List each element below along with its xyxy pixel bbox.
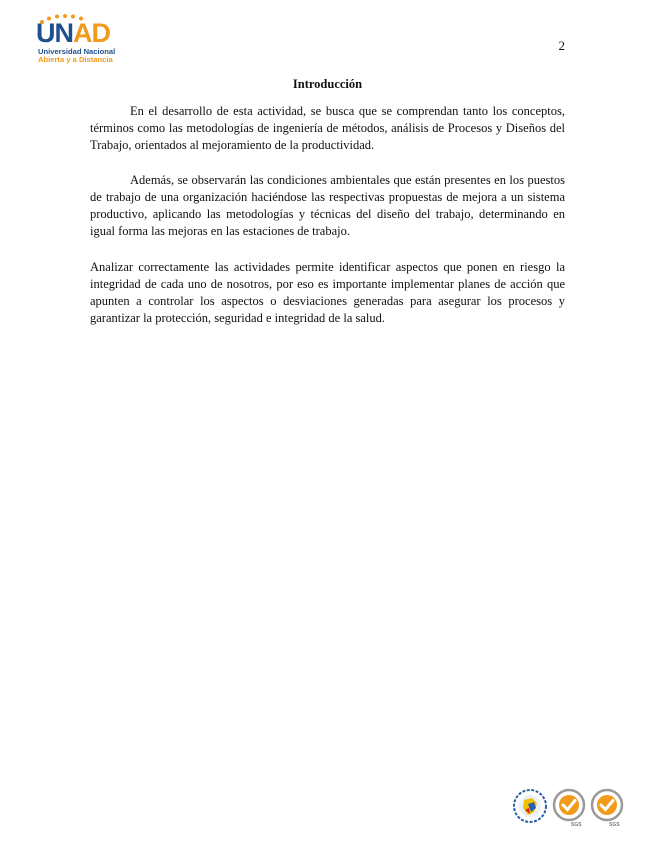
logo-line-1: Universidad Nacional (38, 47, 116, 56)
page-number: 2 (558, 38, 565, 53)
logo-letters-ad: AD (73, 18, 110, 48)
paragraph-3: Analizar correctamente las actividades permite identificar aspectos que ponen en riesgo la integridad de cada uno de nosotros, por eso es importante implementar planes de acción que apunten a controlar los aspectos o desviaciones generadas para asegurar los procesos y garantizar la protección, seguridad e integridad de la salud. (90, 260, 565, 325)
sgs-label-1: SGS (571, 822, 582, 828)
logo-wordmark (36, 20, 110, 48)
logo-letter-u: U (36, 18, 55, 48)
paragraph-2: Además, se observarán las condiciones ambientales que están presentes en los puestos de trabajo de una organización haciéndose las respectivas propuestas de mejora a un sistema productivo, aplicando las metodologías y técnicas del diseño del trabajo, determinando en igual forma las mejoras en las estaciones de trabajo. (90, 173, 565, 238)
unad-logo (36, 14, 152, 64)
colombia-certification-seal-icon (512, 788, 548, 828)
paragraph-1: En el desarrollo de esta actividad, se busca que se comprendan tanto los conceptos, términos como las metodologías de ingeniería de métodos, análisis de Procesos y Diseños del Trabajo, orientados al mejoramiento de la productividad. (90, 104, 565, 152)
logo-letter-n: N (54, 18, 73, 48)
sgs-label-2: SGS (609, 822, 620, 828)
section-title: Introducción (292, 77, 363, 91)
logo-line-2: Abierta y a Distancia (38, 55, 113, 64)
certification-seals (512, 788, 627, 830)
